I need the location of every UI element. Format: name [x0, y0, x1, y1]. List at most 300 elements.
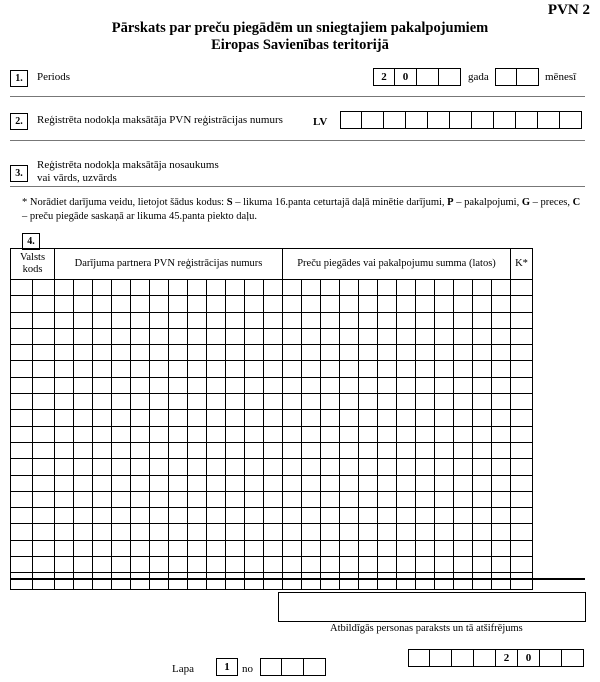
entry-cell[interactable]	[359, 540, 378, 556]
entry-cell[interactable]	[397, 508, 416, 524]
entry-cell[interactable]	[511, 426, 533, 442]
entry-cell[interactable]	[302, 524, 321, 540]
entry-cell[interactable]	[169, 524, 188, 540]
entry-cell[interactable]	[207, 410, 226, 426]
entry-cell[interactable]	[340, 459, 359, 475]
entry-cell[interactable]	[169, 557, 188, 573]
entry-cell[interactable]	[454, 410, 473, 426]
entry-cell[interactable]	[492, 394, 511, 410]
entry-cell[interactable]	[74, 540, 93, 556]
entry-cell[interactable]	[74, 475, 93, 491]
entry-cell[interactable]	[264, 280, 283, 296]
entry-cell[interactable]	[169, 459, 188, 475]
entry-cell[interactable]	[226, 328, 245, 344]
entry-cell[interactable]	[340, 475, 359, 491]
entry-cell[interactable]	[435, 280, 454, 296]
entry-cell[interactable]	[264, 573, 283, 589]
entry-cell[interactable]	[416, 345, 435, 361]
entry-cell[interactable]	[492, 475, 511, 491]
entry-cell[interactable]	[55, 345, 74, 361]
entry-cell[interactable]	[340, 312, 359, 328]
entry-cell[interactable]	[454, 361, 473, 377]
entry-cell[interactable]	[169, 442, 188, 458]
entry-cell[interactable]	[226, 296, 245, 312]
entry-cell[interactable]	[340, 508, 359, 524]
entry-cell[interactable]	[33, 491, 55, 507]
entry-cell[interactable]	[435, 524, 454, 540]
entry-cell[interactable]	[131, 540, 150, 556]
entry-cell[interactable]	[74, 426, 93, 442]
entry-cell[interactable]	[473, 442, 492, 458]
entry-cell[interactable]	[226, 394, 245, 410]
entry-cell[interactable]	[112, 426, 131, 442]
total-pages-digit[interactable]	[282, 658, 304, 676]
entry-cell[interactable]	[93, 345, 112, 361]
entry-cell[interactable]	[511, 328, 533, 344]
entry-cell[interactable]	[397, 459, 416, 475]
entry-cell[interactable]	[321, 557, 340, 573]
entry-cell[interactable]	[112, 540, 131, 556]
entry-cell[interactable]	[511, 491, 533, 507]
year-input[interactable]	[373, 68, 461, 86]
entry-cell[interactable]	[93, 361, 112, 377]
entry-cell[interactable]	[492, 312, 511, 328]
entry-cell[interactable]	[321, 524, 340, 540]
entry-cell[interactable]	[302, 377, 321, 393]
entry-cell[interactable]	[321, 394, 340, 410]
vat-number-input[interactable]	[340, 111, 582, 129]
entry-cell[interactable]	[188, 377, 207, 393]
entry-cell[interactable]	[511, 377, 533, 393]
date-digit[interactable]	[430, 649, 452, 667]
entry-cell[interactable]	[378, 410, 397, 426]
entry-cell[interactable]	[207, 475, 226, 491]
entry-cell[interactable]	[473, 475, 492, 491]
entry-cell[interactable]	[33, 394, 55, 410]
entry-cell[interactable]	[416, 508, 435, 524]
entry-cell[interactable]	[359, 361, 378, 377]
entry-cell[interactable]	[359, 377, 378, 393]
entry-cell[interactable]	[131, 426, 150, 442]
entry-cell[interactable]	[397, 328, 416, 344]
entry-cell[interactable]	[359, 410, 378, 426]
entry-cell[interactable]	[150, 377, 169, 393]
entry-cell[interactable]	[112, 280, 131, 296]
entry-cell[interactable]	[397, 296, 416, 312]
entry-cell[interactable]	[93, 573, 112, 589]
entry-cell[interactable]	[416, 280, 435, 296]
entry-cell[interactable]	[264, 491, 283, 507]
entry-cell[interactable]	[74, 312, 93, 328]
entry-cell[interactable]	[340, 573, 359, 589]
entry-cell[interactable]	[302, 442, 321, 458]
entry-cell[interactable]	[416, 459, 435, 475]
entry-cell[interactable]	[264, 394, 283, 410]
entry-cell[interactable]	[378, 328, 397, 344]
entry-cell[interactable]	[207, 280, 226, 296]
entry-cell[interactable]	[33, 426, 55, 442]
entry-cell[interactable]	[245, 508, 264, 524]
entry-cell[interactable]	[492, 508, 511, 524]
month-digit[interactable]	[517, 68, 539, 86]
vat-digit[interactable]	[384, 111, 406, 129]
entry-cell[interactable]	[435, 361, 454, 377]
entry-cell[interactable]	[11, 459, 33, 475]
date-digit[interactable]: 2	[496, 649, 518, 667]
entry-cell[interactable]	[473, 491, 492, 507]
entry-cell[interactable]	[55, 296, 74, 312]
entry-cell[interactable]	[226, 475, 245, 491]
entry-cell[interactable]	[321, 377, 340, 393]
entry-cell[interactable]	[74, 442, 93, 458]
entry-cell[interactable]	[378, 475, 397, 491]
entry-cell[interactable]	[226, 573, 245, 589]
entry-cell[interactable]	[207, 394, 226, 410]
entry-cell[interactable]	[188, 426, 207, 442]
entry-cell[interactable]	[378, 540, 397, 556]
entry-cell[interactable]	[454, 475, 473, 491]
entry-cell[interactable]	[112, 475, 131, 491]
entry-cell[interactable]	[321, 508, 340, 524]
entry-cell[interactable]	[131, 524, 150, 540]
entry-cell[interactable]	[492, 459, 511, 475]
entry-cell[interactable]	[33, 557, 55, 573]
entry-cell[interactable]	[321, 361, 340, 377]
entry-cell[interactable]	[188, 475, 207, 491]
entry-cell[interactable]	[245, 328, 264, 344]
entry-cell[interactable]	[473, 394, 492, 410]
entry-cell[interactable]	[169, 573, 188, 589]
entry-cell[interactable]	[245, 524, 264, 540]
entry-cell[interactable]	[454, 280, 473, 296]
entry-cell[interactable]	[264, 557, 283, 573]
entry-cell[interactable]	[55, 459, 74, 475]
entry-cell[interactable]	[397, 491, 416, 507]
entry-cell[interactable]	[492, 345, 511, 361]
entry-cell[interactable]	[321, 442, 340, 458]
entry-cell[interactable]	[397, 557, 416, 573]
entry-cell[interactable]	[226, 491, 245, 507]
entry-cell[interactable]	[207, 557, 226, 573]
vat-digit[interactable]	[472, 111, 494, 129]
entry-cell[interactable]	[378, 557, 397, 573]
entry-cell[interactable]	[340, 377, 359, 393]
entry-cell[interactable]	[188, 459, 207, 475]
entry-cell[interactable]	[454, 377, 473, 393]
entry-cell[interactable]	[33, 345, 55, 361]
entry-cell[interactable]	[226, 442, 245, 458]
entry-cell[interactable]	[131, 508, 150, 524]
total-pages-digit[interactable]	[260, 658, 282, 676]
entry-cell[interactable]	[321, 312, 340, 328]
year-digit[interactable]: 0	[395, 68, 417, 86]
entry-cell[interactable]	[150, 410, 169, 426]
entry-cell[interactable]	[226, 540, 245, 556]
entry-cell[interactable]	[264, 508, 283, 524]
entry-cell[interactable]	[150, 557, 169, 573]
entry-cell[interactable]	[169, 426, 188, 442]
entry-cell[interactable]	[492, 410, 511, 426]
entry-cell[interactable]	[473, 426, 492, 442]
entry-cell[interactable]	[264, 328, 283, 344]
entry-cell[interactable]	[321, 328, 340, 344]
entry-cell[interactable]	[321, 459, 340, 475]
entry-cell[interactable]	[188, 508, 207, 524]
entry-cell[interactable]	[169, 491, 188, 507]
entry-cell[interactable]	[359, 426, 378, 442]
entry-cell[interactable]	[74, 524, 93, 540]
date-digit[interactable]: 0	[518, 649, 540, 667]
entry-cell[interactable]	[112, 557, 131, 573]
entry-cell[interactable]	[492, 296, 511, 312]
entry-cell[interactable]	[321, 345, 340, 361]
entry-cell[interactable]	[302, 296, 321, 312]
signature-field[interactable]	[278, 592, 586, 622]
entry-cell[interactable]	[435, 459, 454, 475]
entry-cell[interactable]	[492, 361, 511, 377]
year-digit[interactable]: 2	[373, 68, 395, 86]
entry-cell[interactable]	[245, 410, 264, 426]
entry-cell[interactable]	[416, 557, 435, 573]
entry-cell[interactable]	[340, 540, 359, 556]
entry-cell[interactable]	[435, 410, 454, 426]
entry-cell[interactable]	[378, 377, 397, 393]
entry-cell[interactable]	[302, 312, 321, 328]
entry-cell[interactable]	[33, 573, 55, 589]
entry-cell[interactable]	[11, 508, 33, 524]
vat-digit[interactable]	[450, 111, 472, 129]
vat-digit[interactable]	[362, 111, 384, 129]
entry-cell[interactable]	[359, 475, 378, 491]
entry-cell[interactable]	[378, 442, 397, 458]
entry-cell[interactable]	[93, 426, 112, 442]
entry-cell[interactable]	[264, 410, 283, 426]
entry-cell[interactable]	[378, 524, 397, 540]
entry-cell[interactable]	[226, 426, 245, 442]
entry-cell[interactable]	[454, 459, 473, 475]
entry-cell[interactable]	[74, 491, 93, 507]
entry-cell[interactable]	[11, 312, 33, 328]
entry-cell[interactable]	[245, 361, 264, 377]
entry-cell[interactable]	[207, 491, 226, 507]
entry-cell[interactable]	[11, 296, 33, 312]
entry-cell[interactable]	[416, 361, 435, 377]
entry-cell[interactable]	[11, 442, 33, 458]
entry-cell[interactable]	[397, 410, 416, 426]
entry-cell[interactable]	[207, 345, 226, 361]
entry-cell[interactable]	[435, 394, 454, 410]
entry-cell[interactable]	[245, 426, 264, 442]
entry-cell[interactable]	[302, 508, 321, 524]
entry-cell[interactable]	[33, 442, 55, 458]
entry-cell[interactable]	[283, 361, 302, 377]
entry-cell[interactable]	[150, 280, 169, 296]
entry-cell[interactable]	[492, 524, 511, 540]
entry-cell[interactable]	[340, 361, 359, 377]
entry-cell[interactable]	[150, 426, 169, 442]
entry-cell[interactable]	[454, 508, 473, 524]
entry-cell[interactable]	[359, 557, 378, 573]
entry-cell[interactable]	[283, 377, 302, 393]
entry-cell[interactable]	[207, 361, 226, 377]
entry-cell[interactable]	[169, 328, 188, 344]
entry-cell[interactable]	[245, 557, 264, 573]
entry-cell[interactable]	[188, 345, 207, 361]
entry-cell[interactable]	[93, 410, 112, 426]
entry-cell[interactable]	[359, 345, 378, 361]
entry-cell[interactable]	[511, 573, 533, 589]
entry-cell[interactable]	[150, 328, 169, 344]
entry-cell[interactable]	[169, 410, 188, 426]
vat-digit[interactable]	[428, 111, 450, 129]
entry-cell[interactable]	[188, 361, 207, 377]
entry-cell[interactable]	[112, 410, 131, 426]
date-digit[interactable]	[540, 649, 562, 667]
entry-cell[interactable]	[169, 475, 188, 491]
entry-cell[interactable]	[492, 573, 511, 589]
entry-cell[interactable]	[283, 426, 302, 442]
entry-cell[interactable]	[397, 345, 416, 361]
entry-cell[interactable]	[93, 540, 112, 556]
entry-cell[interactable]	[340, 524, 359, 540]
entry-cell[interactable]	[169, 540, 188, 556]
entry-cell[interactable]	[245, 377, 264, 393]
entry-cell[interactable]	[207, 540, 226, 556]
entry-cell[interactable]	[283, 573, 302, 589]
entry-cell[interactable]	[169, 345, 188, 361]
entry-cell[interactable]	[131, 573, 150, 589]
entry-cell[interactable]	[11, 345, 33, 361]
entry-cell[interactable]	[283, 459, 302, 475]
entry-cell[interactable]	[340, 394, 359, 410]
entry-cell[interactable]	[302, 540, 321, 556]
entry-cell[interactable]	[511, 557, 533, 573]
vat-digit[interactable]	[494, 111, 516, 129]
entry-cell[interactable]	[226, 557, 245, 573]
entry-cell[interactable]	[207, 426, 226, 442]
entry-cell[interactable]	[226, 410, 245, 426]
entry-cell[interactable]	[131, 312, 150, 328]
total-pages-input[interactable]	[260, 658, 326, 676]
entry-cell[interactable]	[93, 377, 112, 393]
entry-cell[interactable]	[188, 442, 207, 458]
entry-cell[interactable]	[245, 345, 264, 361]
entry-cell[interactable]	[169, 361, 188, 377]
entry-cell[interactable]	[150, 491, 169, 507]
entry-cell[interactable]	[435, 442, 454, 458]
entry-cell[interactable]	[11, 573, 33, 589]
entry-cell[interactable]	[435, 345, 454, 361]
entry-cell[interactable]	[188, 524, 207, 540]
entry-cell[interactable]	[33, 280, 55, 296]
entry-cell[interactable]	[33, 459, 55, 475]
entry-cell[interactable]	[55, 328, 74, 344]
entry-cell[interactable]	[435, 540, 454, 556]
entry-cell[interactable]	[473, 459, 492, 475]
year-digit[interactable]	[439, 68, 461, 86]
entry-cell[interactable]	[11, 394, 33, 410]
entry-cell[interactable]	[112, 312, 131, 328]
entry-cell[interactable]	[131, 442, 150, 458]
entry-cell[interactable]	[397, 377, 416, 393]
date-digit[interactable]	[562, 649, 584, 667]
entry-cell[interactable]	[55, 410, 74, 426]
entry-cell[interactable]	[321, 280, 340, 296]
entry-cell[interactable]	[264, 312, 283, 328]
entry-cell[interactable]	[11, 426, 33, 442]
entry-cell[interactable]	[283, 410, 302, 426]
entry-cell[interactable]	[435, 491, 454, 507]
entry-cell[interactable]	[33, 410, 55, 426]
entry-cell[interactable]	[188, 296, 207, 312]
entry-cell[interactable]	[207, 377, 226, 393]
entry-cell[interactable]	[435, 426, 454, 442]
entry-cell[interactable]	[150, 508, 169, 524]
entry-cell[interactable]	[454, 540, 473, 556]
entry-cell[interactable]	[283, 442, 302, 458]
entry-cell[interactable]	[55, 524, 74, 540]
entry-cell[interactable]	[378, 491, 397, 507]
entry-cell[interactable]	[397, 573, 416, 589]
entry-cell[interactable]	[55, 573, 74, 589]
entry-cell[interactable]	[55, 508, 74, 524]
entry-cell[interactable]	[473, 312, 492, 328]
entry-cell[interactable]	[93, 394, 112, 410]
entry-cell[interactable]	[74, 410, 93, 426]
entry-cell[interactable]	[112, 508, 131, 524]
entry-cell[interactable]	[473, 296, 492, 312]
entry-cell[interactable]	[416, 426, 435, 442]
entry-cell[interactable]	[226, 377, 245, 393]
entry-cell[interactable]	[378, 508, 397, 524]
entry-cell[interactable]	[74, 508, 93, 524]
entry-cell[interactable]	[283, 312, 302, 328]
entry-cell[interactable]	[435, 328, 454, 344]
entry-cell[interactable]	[473, 524, 492, 540]
entry-cell[interactable]	[492, 328, 511, 344]
month-digit[interactable]	[495, 68, 517, 86]
entry-cell[interactable]	[340, 442, 359, 458]
entry-cell[interactable]	[55, 394, 74, 410]
entry-cell[interactable]	[302, 491, 321, 507]
entry-cell[interactable]	[359, 491, 378, 507]
entry-cell[interactable]	[131, 280, 150, 296]
entry-cell[interactable]	[55, 280, 74, 296]
entry-cell[interactable]	[93, 280, 112, 296]
vat-digit[interactable]	[406, 111, 428, 129]
entry-cell[interactable]	[492, 426, 511, 442]
entry-cell[interactable]	[302, 361, 321, 377]
entry-cell[interactable]	[112, 377, 131, 393]
entry-cell[interactable]	[150, 361, 169, 377]
entry-cell[interactable]	[33, 508, 55, 524]
entry-cell[interactable]	[302, 328, 321, 344]
entry-cell[interactable]	[473, 328, 492, 344]
entry-cell[interactable]	[473, 280, 492, 296]
entry-cell[interactable]	[283, 296, 302, 312]
entry-cell[interactable]	[226, 312, 245, 328]
entry-cell[interactable]	[435, 312, 454, 328]
entry-cell[interactable]	[473, 361, 492, 377]
entry-cell[interactable]	[264, 540, 283, 556]
entry-cell[interactable]	[55, 426, 74, 442]
entry-cell[interactable]	[245, 475, 264, 491]
entry-cell[interactable]	[169, 377, 188, 393]
entry-cell[interactable]	[207, 508, 226, 524]
year-digit[interactable]	[417, 68, 439, 86]
entry-cell[interactable]	[454, 524, 473, 540]
date-digit[interactable]	[408, 649, 430, 667]
